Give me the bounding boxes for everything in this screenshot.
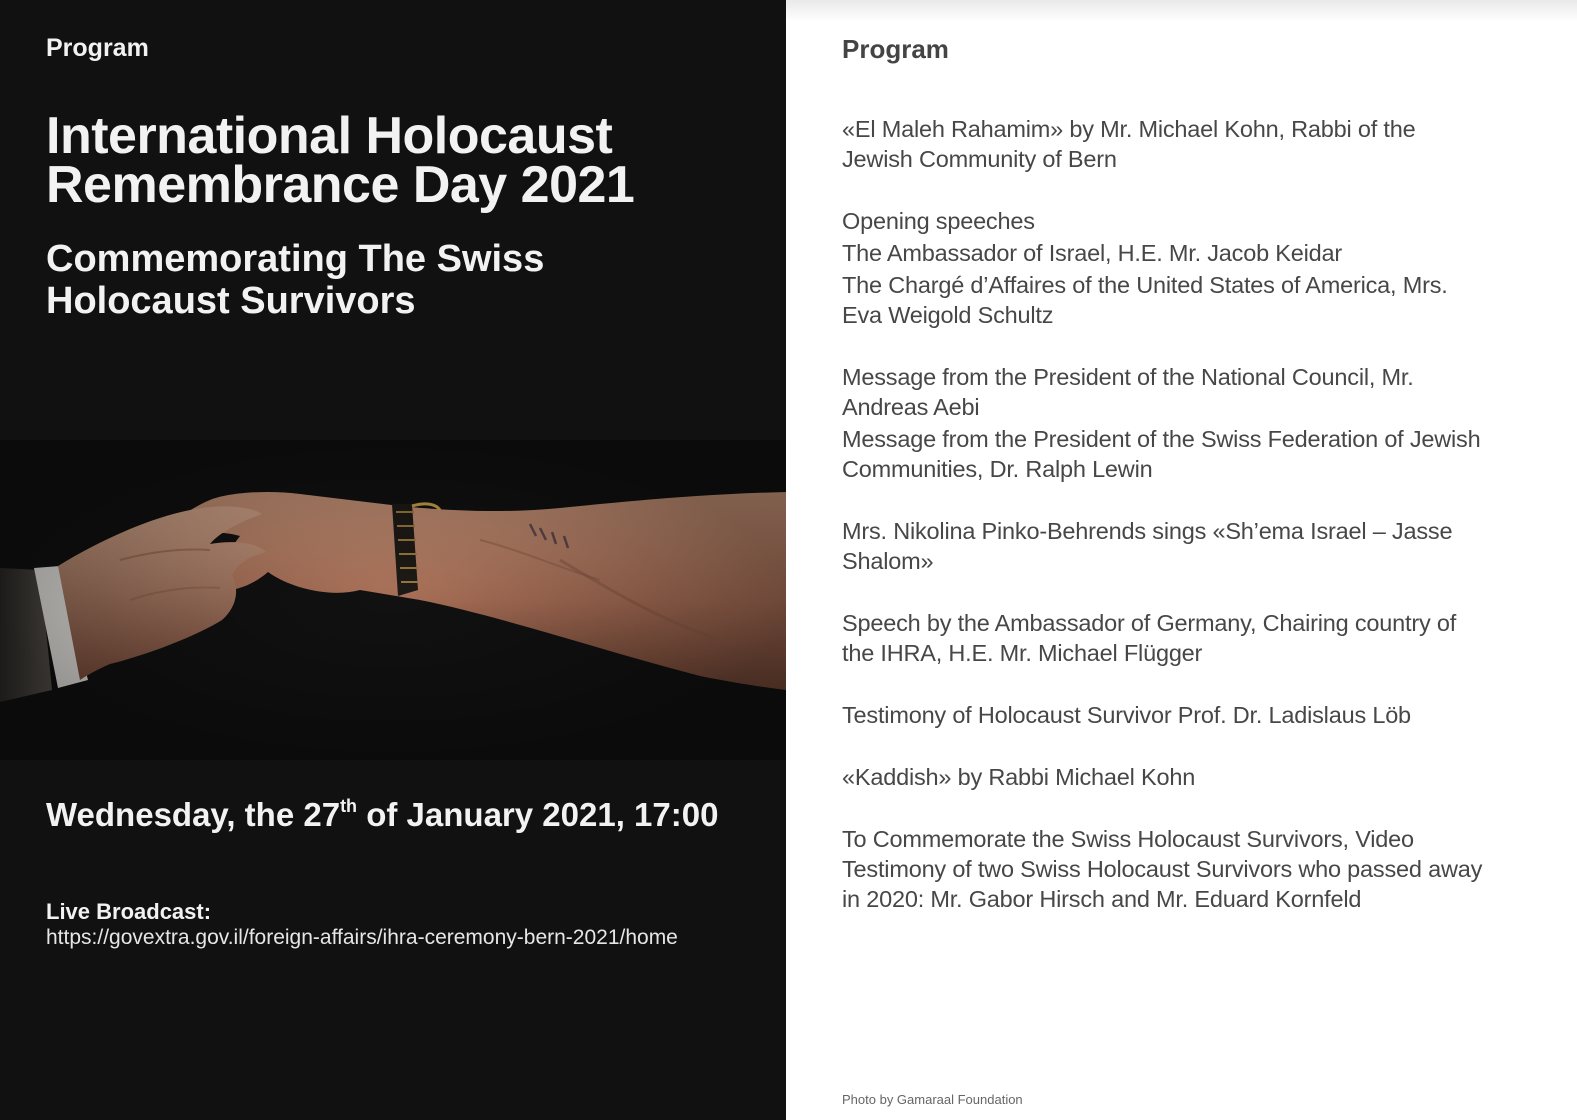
program-item-3	[842, 362, 1492, 484]
holding-hands-photo	[0, 440, 786, 760]
program-item-4-line-1: Mrs. Nikolina Pinko-Behrends sings «Sh’ema Israel – Jasse Shalom»	[842, 518, 1453, 574]
event-subtitle-line-1: Commemorating The Swiss	[46, 238, 545, 280]
event-date	[46, 796, 718, 834]
program-list	[842, 114, 1492, 946]
program-item-5-line-1: Speech by the Ambassador of Germany, Chairing country of the IHRA, H.E. Mr. Michael Flügger	[842, 610, 1457, 666]
program-item-2-line-2: The Ambassador of Israel, H.E. Mr. Jacob Keidar	[842, 240, 1342, 266]
program-item-8	[842, 824, 1492, 914]
event-subtitle-line-2: Holocaust Survivors	[46, 280, 416, 322]
right-panel	[786, 0, 1577, 1120]
photo-credit: Photo by Gamaraal Foundation	[842, 1092, 1023, 1107]
program-heading: Program	[842, 34, 949, 64]
program-item-2-line-3: The Chargé d’Affaires of the United States of America, Mrs. Eva Weigold Schultz	[842, 272, 1448, 328]
event-title-line-1: International Holocaust	[46, 107, 613, 165]
left-panel	[0, 0, 786, 1120]
program-item-7	[842, 762, 1492, 792]
program-item-1	[842, 114, 1492, 174]
program-item-2	[842, 206, 1492, 330]
program-item-6-line-1: Testimony of Holocaust Survivor Prof. Dr. Ladislaus Löb	[842, 702, 1411, 728]
event-title	[46, 107, 746, 214]
page-fold-shadow	[786, 0, 1577, 22]
left-section-label: Program	[46, 34, 149, 62]
program-item-4	[842, 516, 1492, 576]
program-item-1-line-1: «El Maleh Rahamim» by Mr. Michael Kohn, Rabbi of the Jewish Community of Bern	[842, 116, 1416, 172]
program-item-3-line-1: Message from the President of the National Council, Mr. Andreas Aebi	[842, 364, 1414, 420]
program-item-5	[842, 608, 1492, 668]
program-item-3-line-2: Message from the President of the Swiss Federation of Jewish Communities, Dr. Ralph Lewin	[842, 426, 1481, 482]
program-item-6	[842, 700, 1492, 730]
live-broadcast-link[interactable]: https://govextra.gov.il/foreign-affairs/ihra-ceremony-bern-2021/home	[46, 926, 678, 949]
program-item-2-line-1: Opening speeches	[842, 208, 1035, 234]
program-item-7-line-1: «Kaddish» by Rabbi Michael Kohn	[842, 764, 1196, 790]
live-broadcast-label: Live Broadcast:	[46, 899, 212, 924]
event-subtitle	[46, 238, 746, 322]
event-title-line-2: Remembrance Day 2021	[46, 156, 635, 214]
event-date-ordinal: th	[340, 796, 358, 816]
event-date-part-1: Wednesday, the 27	[46, 796, 341, 833]
event-date-part-2: of January 2021, 17:00	[357, 796, 719, 833]
program-item-8-line-1: To Commemorate the Swiss Holocaust Survivors, Video Testimony of two Swiss Holocaust Survivors who passed away in 2020: Mr. Gabor Hirsch and Mr. Eduard Kornfeld	[842, 826, 1483, 912]
